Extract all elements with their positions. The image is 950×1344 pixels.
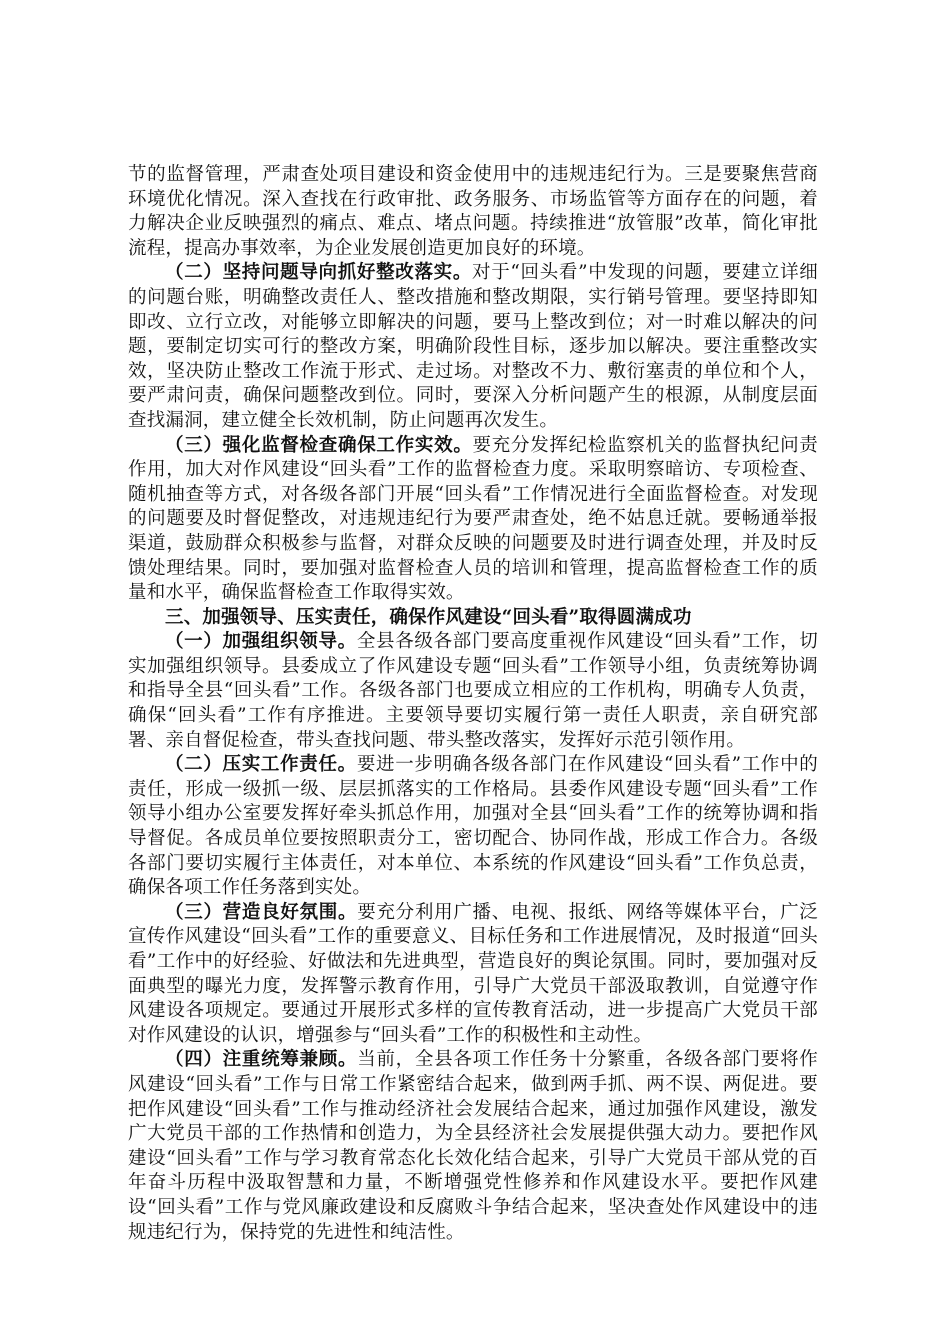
paragraph-lead: （二）坚持问题导向抓好整改落实。 bbox=[165, 262, 473, 284]
paragraph-section-3-1 bbox=[128, 630, 818, 753]
paragraph-text: 对于“回头看”中发现的问题，要建立详细的问题台账，明确整改责任人、整改措施和整改期限，实行销号管理。要坚持即知即改、立行立改，对能够立即解决的问题，要马上整改到位；对一时难以解决的问题，要制定切实可行的整改方案，明确阶段性目标，逐步加以解决。要注重整改实效，坚决防止整改工作流于形式、走过场。对整改不力、敷衍塞责的单位和个人，要严肃问责，确保问题整改到位。同时，要深入分析问题产生的根源，从制度层面查找漏洞，建立健全长效机制，防止问题再次发生。 bbox=[128, 262, 819, 431]
paragraph-lead: （三）强化监督检查确保工作实效。 bbox=[165, 434, 473, 456]
paragraph-continuation bbox=[128, 163, 818, 261]
paragraph-text: 要进一步明确各级各部门在作风建设“回头看”工作中的责任，形成一级抓一级、层层抓落实的工作格局。县委作风建设专题“回头看”工作领导小组办公室要发挥好牵头抓总作用，加强对全县“回头看”工作的统筹协调和指导督促。各成员单位要按照职责分工，密切配合、协同作战，形成工作合力。各级各部门要切实履行主体责任，对本单位、本系统的作风建设“回头看”工作负总责，确保各项工作任务落到实处。 bbox=[128, 754, 818, 899]
paragraph-section-3-2 bbox=[128, 753, 818, 901]
paragraph-section-3-4 bbox=[128, 1048, 818, 1245]
paragraph-section-2-2 bbox=[128, 261, 818, 433]
paragraph-text: 节的监督管理，严肃查处项目建设和资金使用中的违规违纪行为。三是要聚焦营商环境优化情况。深入查找在行政审批、政务服务、市场监管等方面存在的问题，着力解决企业反映强烈的痛点、难点、堵点问题。持续推进“放管服”改革，简化审批流程，提高办事效率，为企业发展创造更加良好的环境。 bbox=[128, 164, 818, 259]
paragraph-section-2-3 bbox=[128, 434, 818, 606]
paragraph-lead: （二）压实工作责任。 bbox=[165, 754, 357, 776]
paragraph-text: 要充分利用广播、电视、报纸、网络等媒体平台，广泛宣传作风建设“回头看”工作的重要意义、目标任务和工作进展情况，及时报道“回头看”工作中的好经验、好做法和先进典型，营造良好的舆论氛围。同时，要加强对反面典型的曝光力度，发挥警示教育作用，引导广大党员干部汲取教训，自觉遵守作风建设各项规定。要通过开展形式多样的宣传教育活动，进一步提高广大党员干部对作风建设的认识，增强参与“回头看”工作的积极性和主动性。 bbox=[128, 901, 818, 1046]
paragraph-section-3-3 bbox=[128, 901, 818, 1049]
section-heading-3: 三、加强领导、压实责任，确保作风建设“回头看”取得圆满成功 bbox=[165, 606, 692, 628]
paragraph-text: 要充分发挥纪检监察机关的监督执纪问责作用，加大对作风建设“回头看”工作的监督检查力度。采取明察暗访、专项检查、随机抽查等方式，对各级各部门开展“回头看”工作情况进行全面监督检查。对发现的问题要及时督促整改，对违规违纪行为要严肃查处，绝不姑息迁就。要畅通举报渠道，鼓励群众积极参与监督，对群众反映的问题要及时进行调查处理，并及时反馈处理结果。同时，要加强对监督检查人员的培训和管理，提高监督检查工作的质量和水平，确保监督检查工作取得实效。 bbox=[128, 434, 819, 604]
paragraph-text: 当前，全县各项工作任务十分繁重，各级各部门要将作风建设“回头看”工作与日常工作紧密结合起来，做到两手抓、两不误、两促进。要把作风建设“回头看”工作与推动经济社会发展结合起来，通过加强作风建设，激发广大党员干部的工作热情和创造力，为全县经济社会发展提供强大动力。要把作风建设“回头看”工作与学习教育常态化长效化结合起来，引导广大党员干部从党的百年奋斗历程中汲取智慧和力量，不断增强党性修养和作风建设水平。要把作风建设“回头看”工作与党风廉政建设和反腐败斗争结合起来，坚决查处作风建设中的违规违纪行为，保持党的先进性和纯洁性。 bbox=[128, 1049, 818, 1243]
paragraph-lead: （一）加强组织领导。 bbox=[165, 631, 357, 653]
document-body bbox=[128, 163, 818, 1245]
paragraph-lead: （四）注重统筹兼顾。 bbox=[165, 1049, 358, 1071]
paragraph-text: 全县各级各部门要高度重视作风建设“回头看”工作，切实加强组织领导。县委成立了作风建设专题“回头看”工作领导小组，负责统筹协调和指导全县“回头看”工作。各级各部门也要成立相应的工作机构，明确专人负责，确保“回头看”工作有序推进。主要领导要切实履行第一责任人职责，亲自研究部署、亲自督促检查，带头查找问题、带头整改落实，发挥好示范引领作用。 bbox=[128, 631, 818, 751]
paragraph-lead: （三）营造良好氛围。 bbox=[165, 901, 358, 923]
